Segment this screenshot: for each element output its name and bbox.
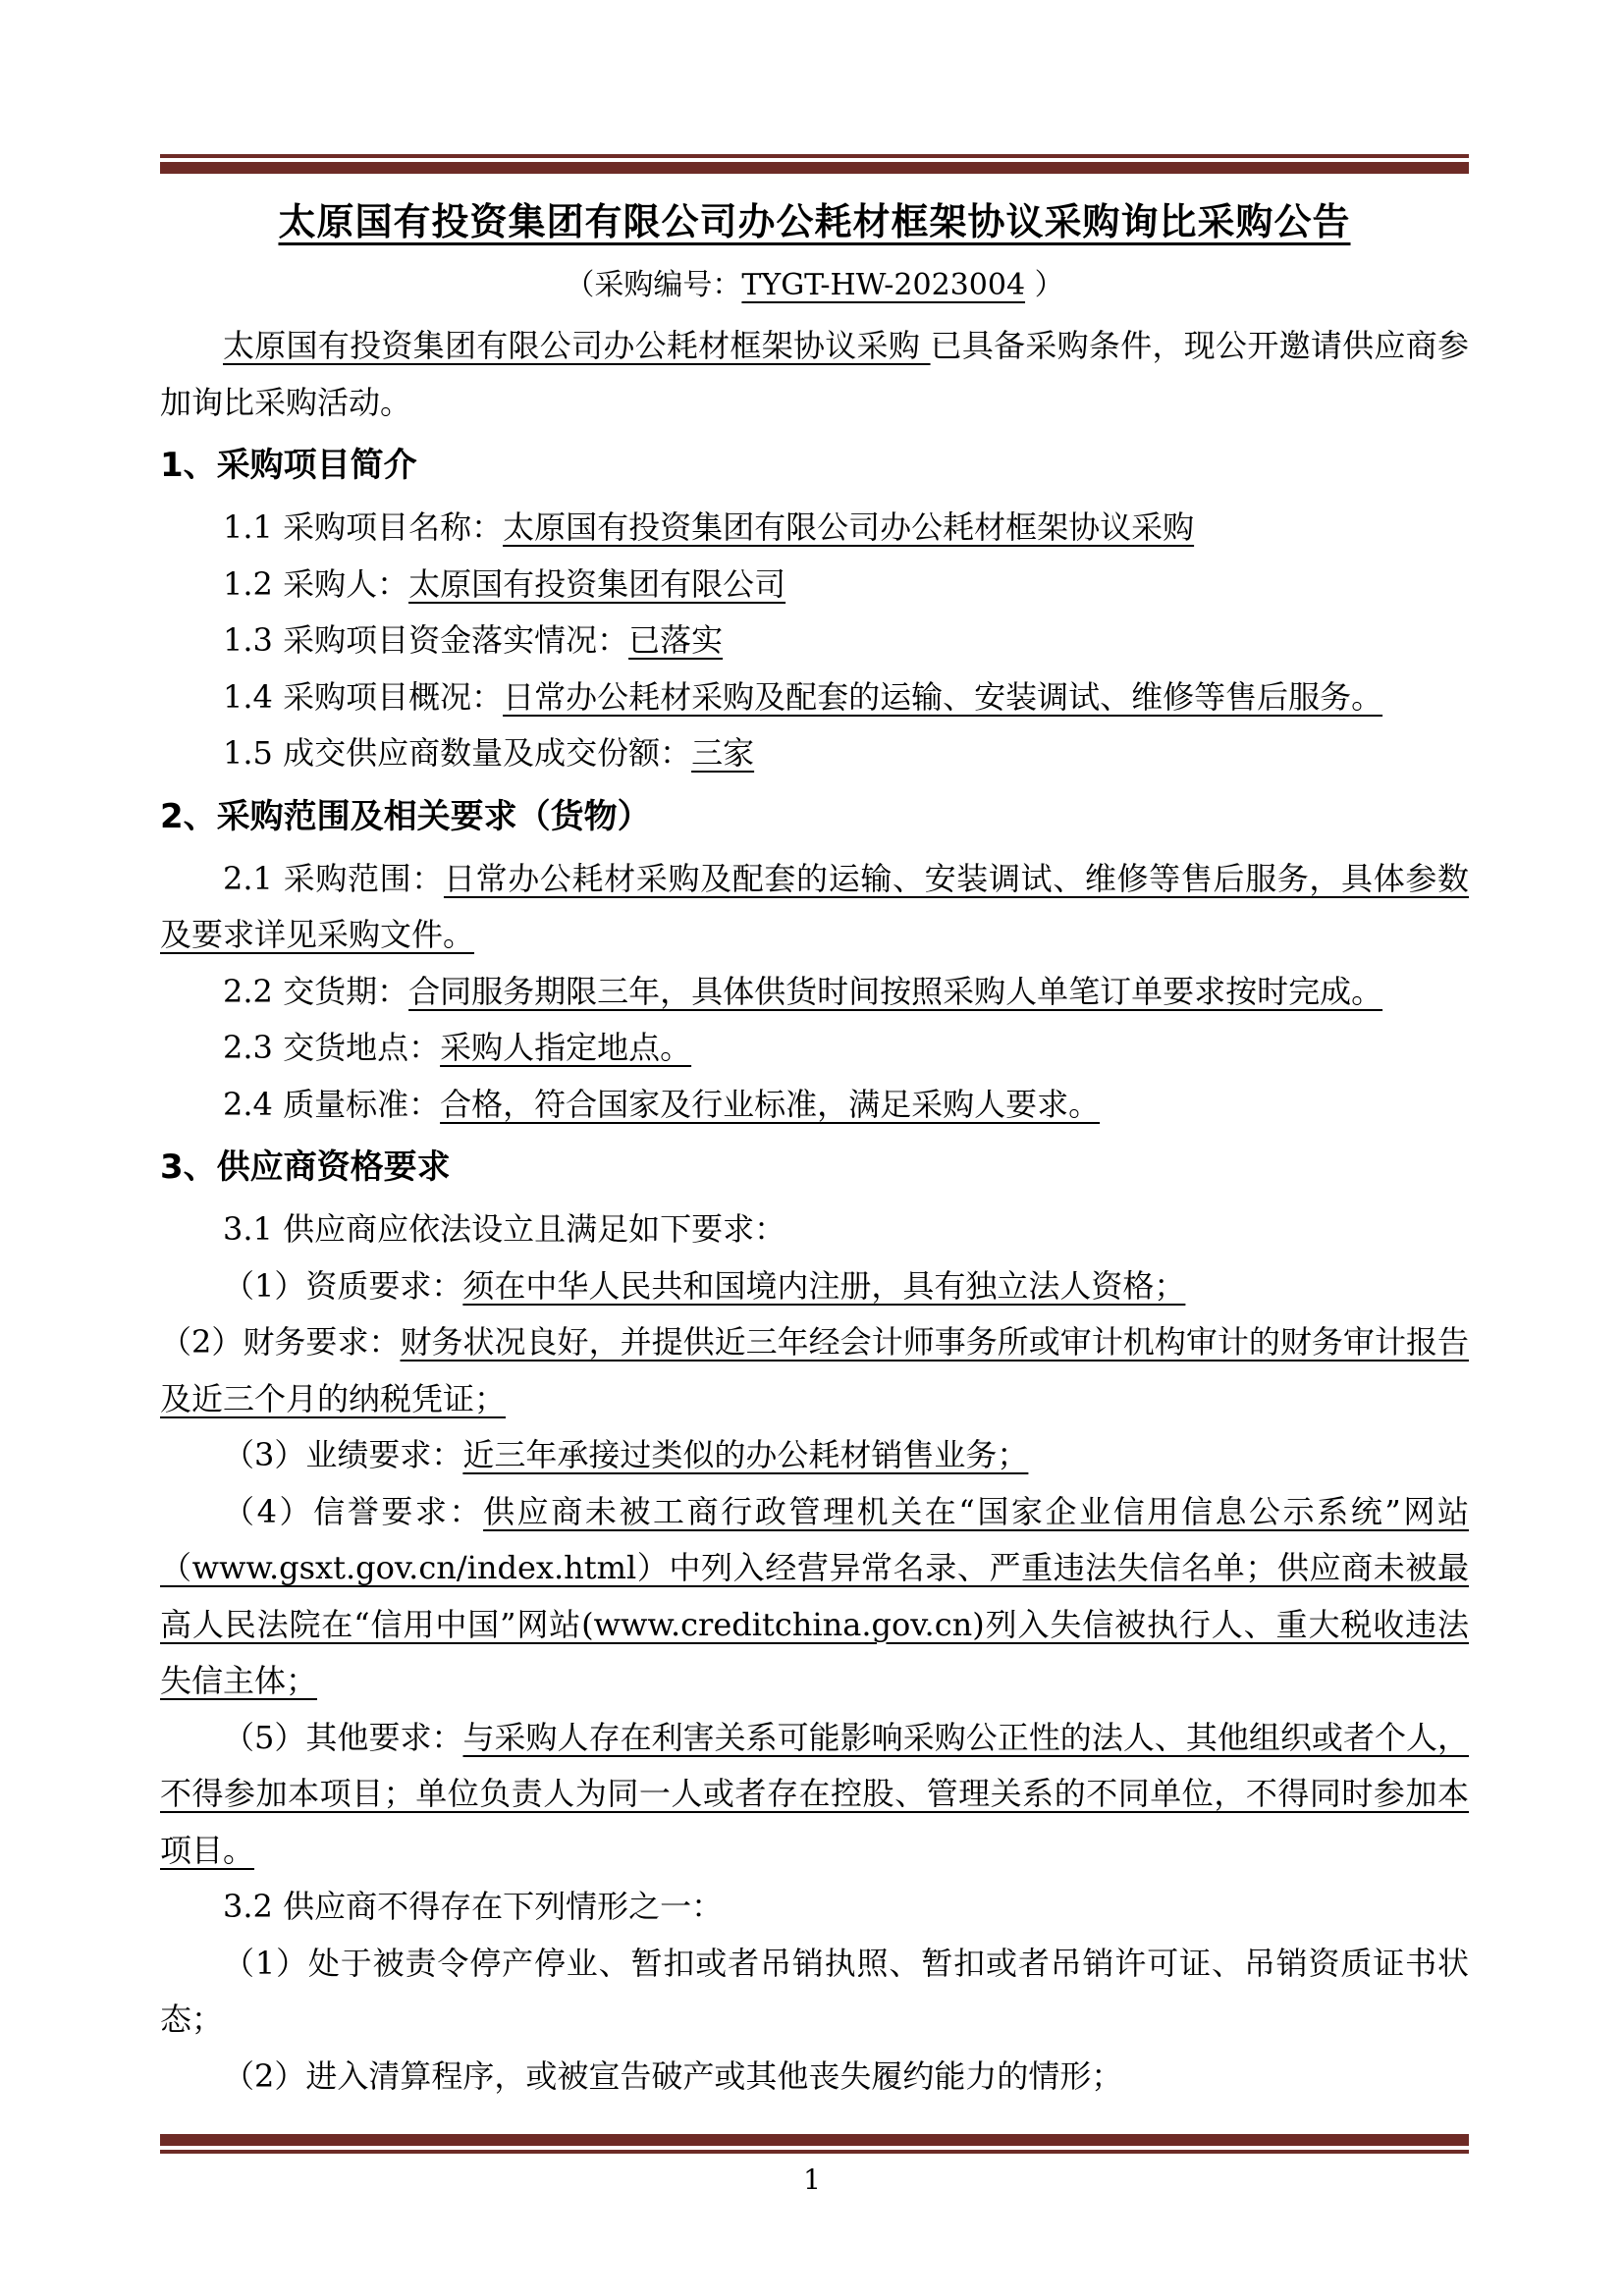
underlined-text-run: 日常办公耗材采购及配套的运输、安装调试、维修等售后服务，具体参数及要求详见采购文件。	[160, 859, 1469, 953]
underlined-text-run: 三家	[691, 734, 755, 772]
text-run: 已具备采购条件，现公开邀请供应商参加询比采购活动。	[160, 327, 1469, 421]
section-heading-2	[160, 788, 1469, 845]
text-run: 3、供应商资格要求	[160, 1148, 451, 1187]
text-run: （采购编号：	[565, 268, 742, 302]
text-run: 3.2 供应商不得存在下列情形之一：	[223, 1888, 724, 1925]
item-2-1	[160, 851, 1469, 964]
text-run: （5）其他要求：	[223, 1718, 463, 1756]
item-3-1-sub-4	[160, 1484, 1469, 1710]
text-run: 2.1 采购范围：	[223, 859, 444, 897]
underlined-text-run: 供应商未被工商行政管理机关在“国家企业信用信息公示系统”网站（www.gsxt.gov.cn/index.html）中列入经营异常名录、严重违法失信名单；供应商未被最高人民法院在“信用中国”网站(www.creditchina.gov.cn)列入失信被执行人、重大税收违法失信主体；	[160, 1492, 1469, 1699]
item-3-1-sub-5	[160, 1710, 1469, 1880]
underlined-text-run: 采购人指定地点。	[440, 1029, 692, 1066]
header-rule-thin	[160, 154, 1469, 158]
text-run: （2）财务要求：	[160, 1323, 401, 1361]
item-3-2-sub-2	[160, 2049, 1469, 2106]
text-run: 2.4 质量标准：	[223, 1085, 441, 1123]
item-3-2	[160, 1879, 1469, 1936]
text-run: 1.5 成交供应商数量及成交份额：	[223, 734, 692, 772]
text-run: （1）处于被责令停产停业、暂扣或者吊销执照、暂扣或者吊销许可证、吊销资质证书状态；	[160, 1944, 1469, 2038]
item-3-1-sub-2	[160, 1314, 1469, 1427]
text-run: （2）进入清算程序，或被宣告破产或其他丧失履约能力的情形；	[223, 2056, 1123, 2095]
item-2-2	[160, 964, 1469, 1021]
text-run: 1.4 采购项目概况：	[223, 677, 504, 716]
text-run: 1.2 采购人：	[223, 564, 409, 603]
item-1-2	[160, 557, 1469, 614]
item-3-1	[160, 1201, 1469, 1258]
section-heading-1	[160, 437, 1469, 494]
underlined-text-run: 财务状况良好，并提供近三年经会计师事务所或审计机构审计的财务审计报告及近三个月的纳税凭证；	[160, 1323, 1469, 1417]
underlined-text-run: 太原国有投资集团有限公司	[408, 564, 786, 603]
underlined-text-run: 太原国有投资集团有限公司办公耗材框架协议采购	[503, 508, 1195, 546]
underlined-text-run: 合格，符合国家及行业标准，满足采购人要求。	[440, 1085, 1101, 1123]
page-number: 1	[803, 2163, 821, 2196]
intro-paragraph	[160, 318, 1469, 431]
item-3-1-sub-3	[160, 1427, 1469, 1484]
text-run: ）	[1025, 268, 1064, 302]
text-run: 1、采购项目简介	[160, 446, 417, 485]
footer-rule-thin	[160, 2150, 1469, 2154]
underlined-text-run: 已落实	[628, 621, 724, 659]
text-run: 2.3 交货地点：	[223, 1029, 441, 1066]
footer-rule-thick	[160, 2134, 1469, 2146]
text-run: （3）业绩要求：	[223, 1436, 463, 1473]
document-content	[160, 194, 1469, 2105]
section-heading-3	[160, 1139, 1469, 1196]
header-rule-thick	[160, 162, 1469, 174]
text-run: 1.1 采购项目名称：	[223, 508, 504, 546]
underlined-text-run: 太原国有投资集团有限公司办公耗材框架协议采购询比采购公告	[278, 199, 1351, 243]
document-title	[160, 194, 1469, 249]
text-run: 1.3 采购项目资金落实情况：	[223, 621, 629, 659]
underlined-text-run: 日常办公耗材采购及配套的运输、安装调试、维修等售后服务。	[503, 677, 1383, 716]
text-run: 2.2 交货期：	[223, 972, 409, 1010]
item-3-2-sub-1	[160, 1936, 1469, 2049]
text-run: （4）信誉要求：	[223, 1492, 484, 1530]
item-2-4	[160, 1077, 1469, 1134]
procurement-number-line	[160, 261, 1469, 310]
underlined-text-run: TYGT-HW-2023004	[741, 268, 1026, 302]
item-1-5	[160, 725, 1469, 782]
item-1-3	[160, 613, 1469, 669]
underlined-text-run: 太原国有投资集团有限公司办公耗材框架协议采购	[223, 327, 931, 364]
item-1-4	[160, 669, 1469, 726]
text-run: （1）资质要求：	[223, 1266, 463, 1305]
text-run: 2、采购范围及相关要求（货物）	[160, 796, 651, 836]
text-run: 3.1 供应商应依法设立且满足如下要求：	[223, 1210, 786, 1248]
underlined-text-run: 须在中华人民共和国境内注册，具有独立法人资格；	[462, 1266, 1186, 1305]
item-3-1-sub-1	[160, 1258, 1469, 1315]
underlined-text-run: 合同服务期限三年，具体供货时间按照采购人单笔订单要求按时完成。	[408, 972, 1383, 1010]
item-2-3	[160, 1020, 1469, 1077]
item-1-1	[160, 500, 1469, 557]
underlined-text-run: 与采购人存在利害关系可能影响采购公正性的法人、其他组织或者个人，不得参加本项目；单位负责人为同一人或者存在控股、管理关系的不同单位，不得同时参加本项目。	[160, 1718, 1469, 1869]
underlined-text-run: 近三年承接过类似的办公耗材销售业务；	[462, 1436, 1029, 1473]
